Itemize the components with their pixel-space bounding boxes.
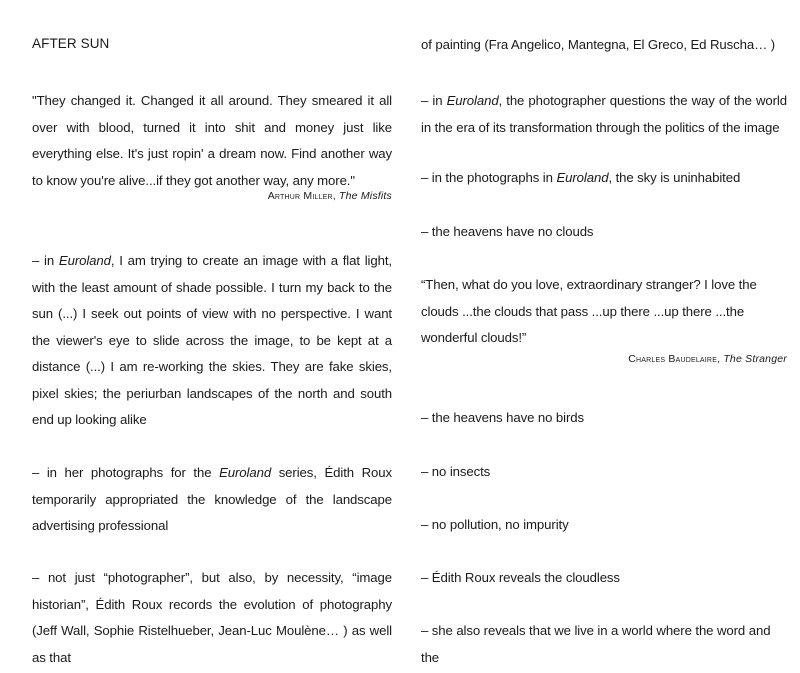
italic-title: Euroland [58, 253, 111, 268]
text-segment: series, Édith Roux temporarily appropriated the knowledge of the landscape advertising professional [32, 465, 392, 533]
paragraph-painting: of painting (Fra Angelico, Mantegna, El Greco, Ed Ruscha… ) [421, 37, 776, 52]
italic-title: Euroland [446, 93, 499, 108]
paragraph-no-pollution: – no pollution, no impurity [421, 517, 569, 532]
paragraph-no-insects: – no insects [421, 464, 491, 479]
citation-author: Charles Baudelaire [628, 353, 718, 365]
italic-title: Euroland [556, 170, 609, 185]
text-segment: – in her photographs for the [32, 465, 220, 480]
paragraph-no-birds: – the heavens have no birds [421, 410, 584, 425]
text-segment: , the sky is uninhabited [608, 170, 741, 185]
essay-title: AFTER SUN [32, 36, 110, 51]
paragraph-no-clouds: – the heavens have no clouds [421, 224, 594, 239]
text-segment: – in [32, 253, 59, 268]
citation-miller: Arthur Miller, The Misfits [267, 190, 392, 202]
paragraph-way-of-world [421, 88, 787, 141]
paragraph-sky-uninhabited [421, 165, 787, 192]
citation-work: The Misfits [339, 190, 392, 202]
citation-baudelaire: Charles Baudelaire, The Stranger [628, 353, 787, 365]
paragraph-cloudless: – Édith Roux reveals the cloudless [421, 570, 620, 585]
epigraph-quote-baudelaire: “Then, what do you love, extraordinary stranger? I love the clouds ...the clouds that pass ...up there ...up there ...the wonderful clouds!” [421, 277, 757, 345]
text-segment: , the photographer questions the way of the world in the era of its transformation through the politics of the image [421, 93, 787, 135]
citation-work: The Stranger [723, 353, 787, 365]
epigraph-quote-miller: "They changed it. Changed it all around. They smeared it all over with blood, turned it into shit and money just like everything else. It's just ropin' a dream now. Find another way to know you're alive...if they got another way, any more." [32, 93, 392, 188]
citation-author: Arthur Miller [267, 190, 333, 202]
paragraph-word-world: – she also reveals that we live in a world where the word and the [421, 623, 771, 665]
italic-title: Euroland [219, 465, 272, 480]
text-segment: – in the photographs in [421, 170, 557, 185]
text-segment: , I am trying to create an image with a flat light, with the least amount of shade possible. I turn my back to the sun (...) I seek out points of view with no perspective. I want the viewer's eye to slide across the image, to be kept at a distance (...) I am re-working the skies. They are fake skies, pixel skies; the periurban landscapes of the north and south end up looking alike [32, 253, 392, 427]
paragraph-image-historian: – not just “photographer”, but also, by necessity, “image historian”, Édith Roux records the evolution of photography (Jeff Wall, Sophie Ristelhueber, Jean-Luc Moulène… ) as well as that [32, 570, 392, 665]
text-segment: – in [421, 93, 447, 108]
